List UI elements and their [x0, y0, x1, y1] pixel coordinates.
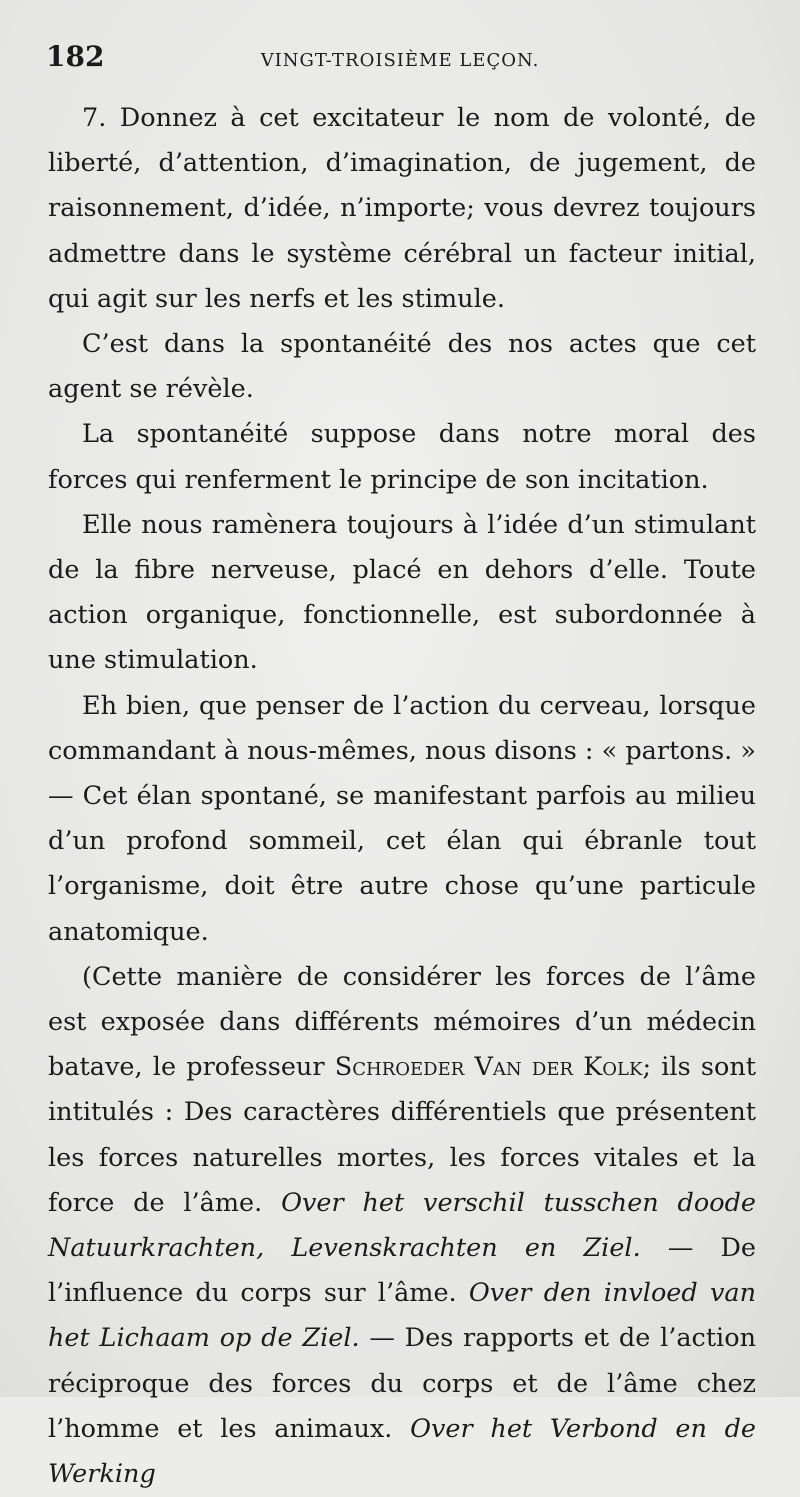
body-text	[48, 96, 756, 1497]
paragraph-brain-action: Eh bien, que penser de l’action du cerveau, lorsque commandant à nous-mêmes, nous disons : « partons. » — Cet élan spontané, se manifestant parfois au milieu d’un profond sommeil, cet élan qui ébranle tout l’organisme, doit être autre chose qu’une particule anatomique.	[48, 690, 756, 947]
dutch-title-3: Over het Verbond en de Werking	[48, 1413, 757, 1490]
dutch-title-2: Over den invloed van het Lichaam op de Ziel.	[48, 1278, 756, 1354]
citation-text-1: (Cette manière de considérer les forces de l’âme est exposée dans différents mémoires d’un médecin batave, le professeur	[48, 961, 756, 1083]
dutch-title-1: Over het verschil tusschen doode Natuurkrachten, Levenskrachten en Ziel.	[48, 1187, 756, 1264]
citation-text-4: — Des rapports et de l’action réciproque des forces du corps et de l’âme chez l’homme et les animaux.	[48, 1323, 756, 1444]
paragraph-7: 7. Donnez à cet excitateur le nom de volonté, de liberté, d’attention, d’imagination, de jugement, de raisonnement, d’idée, n’importe; vous devrez toujours admettre dans le système cérébral un facteur initial, qui agit sur les nerfs et les stimule.	[48, 103, 756, 314]
page-number: 182	[46, 40, 105, 73]
author-name: Schroeder Van der Kolk	[334, 1052, 643, 1083]
paragraph-citation	[48, 955, 756, 1497]
running-head: VINGT-TROISIÈME LEÇON.	[260, 50, 540, 71]
paragraph-spontaneity-forces: La spontanéité suppose dans notre moral des forces qui renferment le principe de son incitation.	[48, 419, 756, 495]
paragraph-spontaneity-agent: C’est dans la spontanéité des nos actes que cet agent se révèle.	[48, 329, 756, 405]
paragraph-stimulant: Elle nous ramènera toujours à l’idée d’un stimulant de la fibre nerveuse, placé en dehors d’elle. Toute action organique, fonctionnelle, est subordonnée à une stimulation.	[48, 509, 756, 676]
page-header	[46, 40, 754, 80]
citation-text-3: — De l’influence du corps sur l’âme.	[48, 1233, 756, 1309]
citation-text-2: ; ils sont intitulés : Des caractères différentiels que présentent les forces naturelles mortes, les forces vitales et la force de l’âme.	[48, 1052, 756, 1218]
